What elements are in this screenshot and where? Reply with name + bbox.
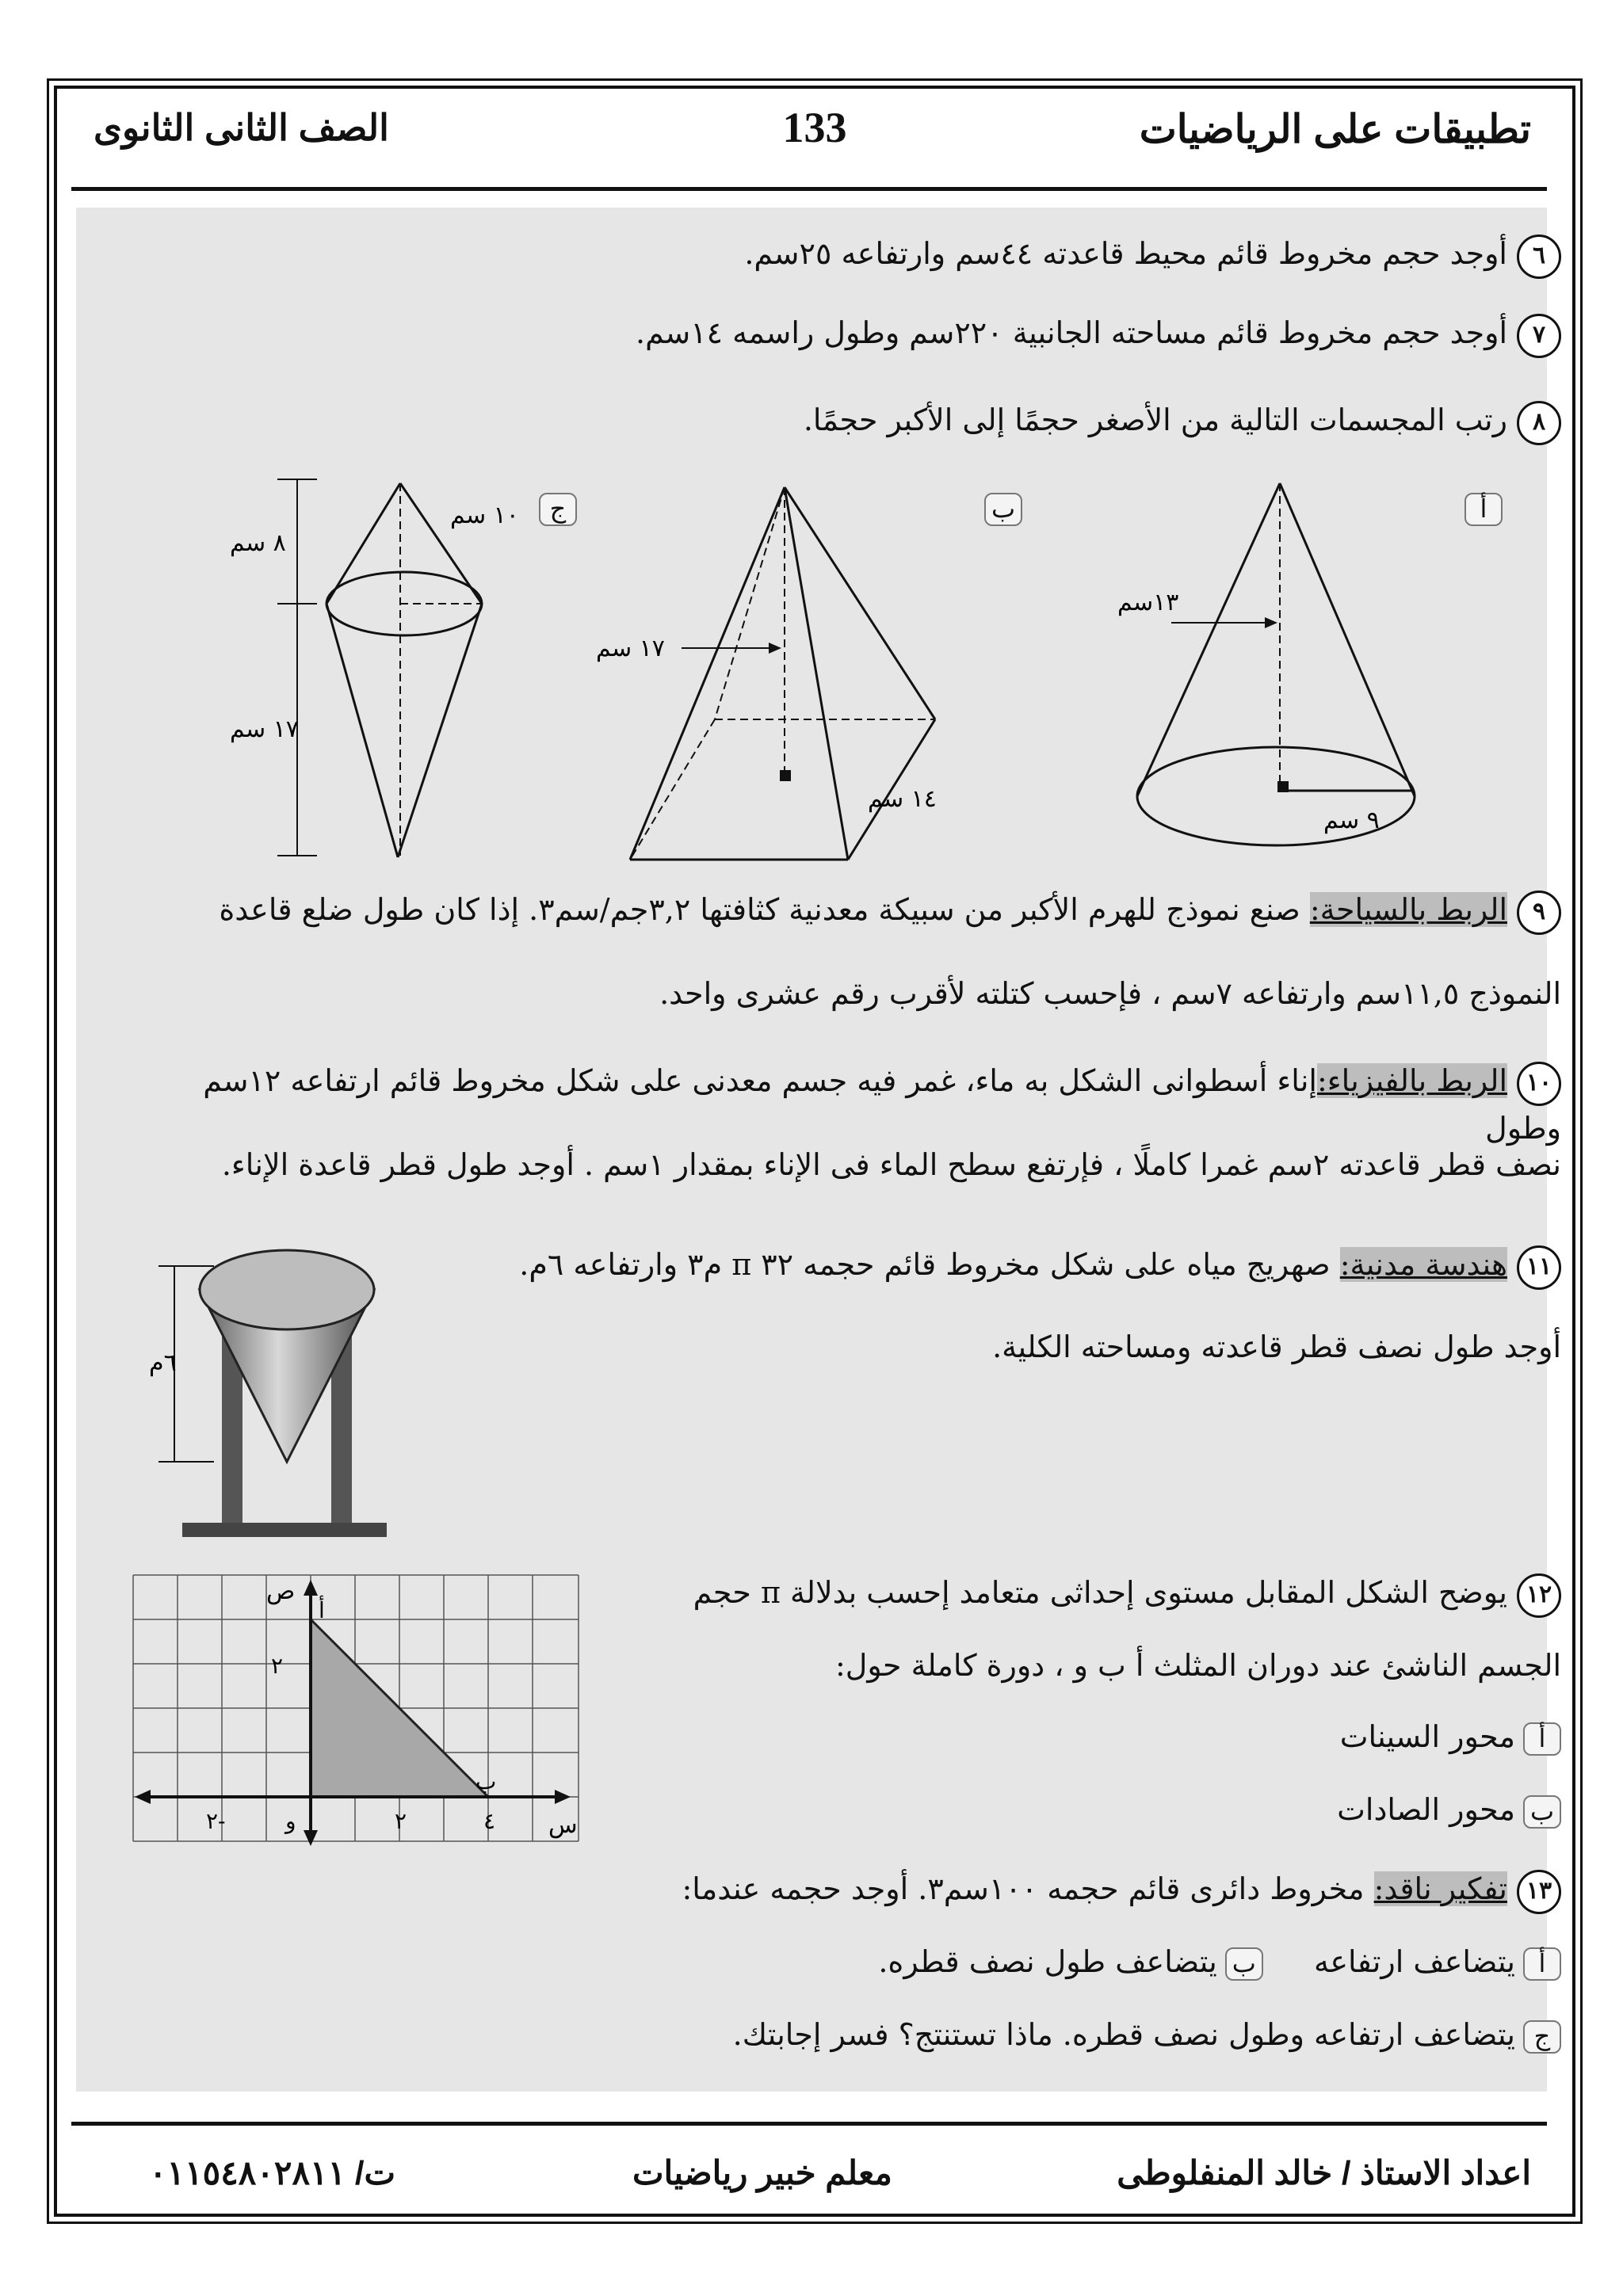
x-axis-label: س <box>548 1811 578 1839</box>
question-12: ١٢يوضح الشكل المقابل مستوى إحداثى متعامد إحسب بدلالة π حجم <box>693 1570 1561 1618</box>
question-tag: الربط بالفيزياء: <box>1316 1063 1507 1098</box>
question-10: ١٠الربط بالفيزياء:إناء أسطوانى الشكل به ماء، غمر فيه جسم معدنى على شكل مخروط قائم ارتفاعه ١٢سم وطول <box>119 1058 1561 1151</box>
fig-a-tag: أ <box>1457 485 1503 530</box>
tank-height-label: ٦م <box>149 1349 177 1377</box>
question-6 <box>744 231 1561 279</box>
question-9-line-2: النموذج ١١,٥سم وارتفاعه ٧سم ، فإحسب كتلته لأقرب رقم عشرى واحد. <box>659 976 1561 1011</box>
fig-c-tag: ج <box>531 485 577 530</box>
question-12-line-2: الجسم الناشئ عند دوران المثلث أ ب و ، دورة كاملة حول: <box>834 1648 1561 1683</box>
figure-coordinate-grid <box>130 1567 582 1852</box>
footer-rule <box>71 2122 1547 2126</box>
question-text: أوجد حجم مخروط قائم مساحته الجانبية ٢٢٠سم وطول راسمه ١٤سم. <box>636 315 1507 350</box>
fig-c-slant-label: ١٠ سم <box>450 502 519 529</box>
fig-c-bottom-height-label: ١٧ سم <box>230 715 299 743</box>
author-name: اعداد الاستاذ / خالد المنفلوطى <box>1117 2154 1531 2191</box>
fig-b-side-label: ١٤ سم <box>868 785 937 813</box>
fig-b-height-label: ١٧ سم <box>596 635 665 662</box>
phone-number: ت/ ٠١١٥٤٨٠٢٨١١ <box>149 2154 396 2191</box>
question-7 <box>636 311 1561 358</box>
point-b-label: ب <box>475 1768 497 1794</box>
origin-label: و <box>285 1808 296 1834</box>
question-text: أوجد حجم مخروط قائم محيط قاعدته ٤٤سم وارتفاعه ٢٥سم. <box>744 236 1507 271</box>
question-tag: الربط بالسياحة: <box>1309 892 1507 927</box>
question-11: ١١هندسة مدنية: صهريج مياه على شكل مخروط قائم حجمه ٣٢ π م٣ وارتفاعه ٦م. <box>519 1242 1561 1290</box>
question-13: ١٣تفكير ناقد: مخروط دائرى قائم حجمه ١٠٠سم٣. أوجد حجمه عندما: <box>682 1867 1561 1914</box>
question-number: ٦ <box>1517 235 1561 279</box>
author-title: معلم خبير رياضيات <box>632 2154 892 2191</box>
question-text: رتب المجسمات التالية من الأصغر حجمًا إلى الأكبر حجمًا. <box>803 402 1507 437</box>
figure-water-tank <box>151 1220 420 1553</box>
question-13-options-ab: أيتضاعف ارتفاعه بيتضاعف طول نصف قطره. <box>878 1939 1561 1985</box>
question-11-line-2: أوجد طول نصف قطر قاعدته ومساحته الكلية. <box>992 1329 1561 1364</box>
figure-b-pyramid <box>586 475 951 871</box>
header-rule <box>71 187 1547 191</box>
question-10-line-2: نصف قطر قاعدته ٢سم غمرا كاملًا ، فإرتفع سطح الماء فى الإناء بمقدار ١سم . أوجد طول قطر قاعدة الإناء. <box>221 1147 1561 1182</box>
page-header <box>54 86 1575 189</box>
page-footer <box>54 2139 1575 2203</box>
question-8 <box>804 398 1561 445</box>
fig-c-top-height-label: ٨ سم <box>230 529 286 557</box>
figure-c-double-cone <box>230 475 563 871</box>
figure-a-cone <box>1109 475 1442 871</box>
question-number: ٨ <box>1517 401 1561 445</box>
fig-b-tag: ب <box>976 485 1022 530</box>
point-a-label: أ <box>319 1597 325 1623</box>
subject-title: تطبيقات على الرياضيات <box>1139 107 1531 151</box>
question-12-option-a: أمحور السينات <box>1340 1714 1561 1760</box>
question-tag: تفكير ناقد: <box>1373 1871 1507 1906</box>
y-tick-2: ٢ <box>271 1653 284 1679</box>
fig-a-radius-label: ٩ سم <box>1323 807 1380 834</box>
fig-a-slant-label: ١٣سم <box>1117 589 1179 616</box>
question-9: ٩الربط بالسياحة: صنع نموذج للهرم الأكبر من سبيكة معدنية كثافتها ٣,٢جم/سم٣. إذا كان طول ضلع قاعدة <box>119 887 1561 935</box>
x-tick-4: ٤ <box>483 1808 496 1834</box>
x-tick-minus-2: ٢- <box>206 1808 226 1834</box>
grade-label: الصف الثانى الثانوى <box>94 107 389 148</box>
question-tag: هندسة مدنية: <box>1339 1247 1507 1282</box>
question-13-option-c: جيتضاعف ارتفاعه وطول نصف قطره. ماذا تستنتج؟ فسر إجابتك. <box>733 2012 1561 2058</box>
question-12-option-b: بمحور الصادات <box>1337 1787 1561 1833</box>
x-tick-2: ٢ <box>395 1808 407 1834</box>
y-axis-label: ص <box>266 1577 296 1605</box>
page-number: 133 <box>782 104 847 151</box>
question-number: ٧ <box>1517 314 1561 358</box>
